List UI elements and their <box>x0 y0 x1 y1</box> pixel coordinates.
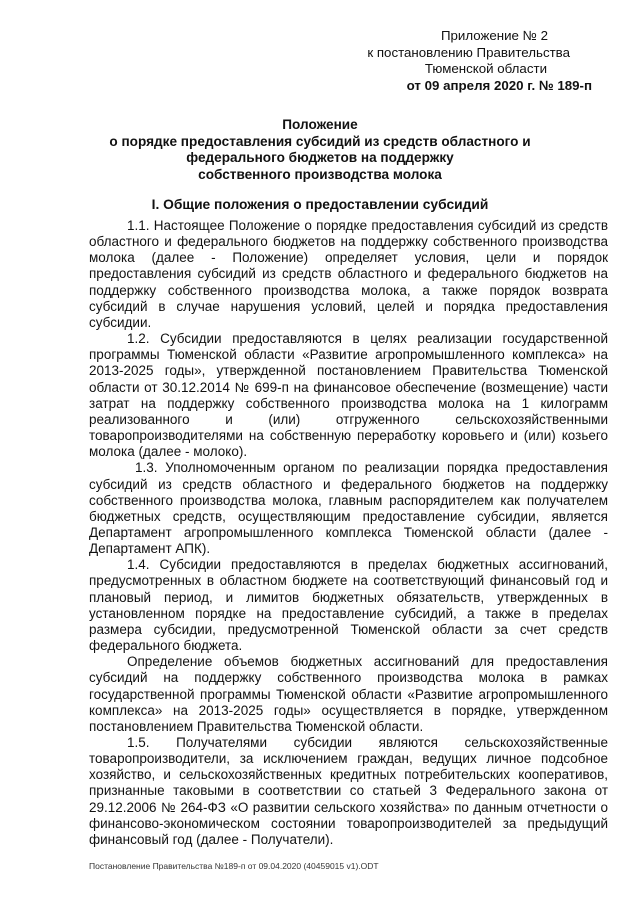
appendix-date: от 09 апреля 2020 г. № 189-п <box>406 77 592 93</box>
paragraph-1-4-cont: Определение объемов бюджетных ассигнований для предоставления субсидий на поддержку собственного производства молока в рамках государственной программы Тюменской области «Развитие агропромышленного комплекса» на 2013-2025 годы» осуществляется в порядке, утвержденном постановлением Правительства Тюменской области. <box>89 654 608 734</box>
title-line-3: федерального бюджетов на поддержку <box>186 150 454 166</box>
document-body <box>89 218 608 848</box>
paragraph-1-2: 1.2. Субсидии предоставляются в целях реализации государственной программы Тюменской области «Развитие агропромышленного комплекса» на 2013-2025 годы», утвержденной постановлением Правительства Тюменской области от 30.12.2014 № 699-п на финансовое обеспечение (возмещение) части затрат на поддержку собственного производства молока на 1 килограмм реализованного и (или) отгруженного сельскохозяйственными товаропроизводителями на собственную переработку коровьего и (или) козьего молока (далее - молоко). <box>89 331 608 460</box>
paragraph-1-5: 1.5. Получателями субсидии являются сельскохозяйственные товаропроизводители, за исключением граждан, ведущих личное подсобное хозяйство, и сельскохозяйственных кредитных потребительских кооперативов, признанные таковыми в соответствии со статьей 3 Федерального закона от 29.12.2006 № 264-ФЗ «О развитии сельского хозяйства» по данным отчетности о финансово-экономическом состоянии товаропроизводителей за предыдущий финансовый год (далее - Получатели). <box>89 735 608 847</box>
appendix-number: Приложение № 2 <box>440 28 548 43</box>
document-title <box>88 117 552 183</box>
paragraph-1-3: 1.3. Уполномоченным органом по реализации порядка предоставления субсидий из средств областного и федерального бюджетов на поддержку собственного производства молока, главным распорядителем как получателем бюджетных средств, осуществляющим предоставление субсидии, является Департамент агропромышленного комплекса Тюменской области (далее - Департамент АПК). <box>89 460 608 557</box>
title-line-4: собственного производства молока <box>198 166 442 182</box>
appendix-region: Тюменской области <box>424 61 547 76</box>
title-line-2: о порядке предоставления субсидий из средств областного и <box>109 133 531 149</box>
page-footer: Постановление Правительства №189-п от 09.04.2020 (40459015 v1).ODT <box>89 861 379 871</box>
paragraph-1-1: 1.1. Настоящее Положение о порядке предоставления субсидий из средств областного и федерального бюджетов на поддержку собственного производства молока (далее - Положение) определяет условия, цели и порядок предоставления субсидий из средств областного и федерального бюджетов на поддержку собственного производства молока, а также порядок возврата субсидий в случае нарушения условий, целей и порядка предоставления субсидии. <box>89 218 608 330</box>
title-line-1: Положение <box>282 117 358 132</box>
appendix-ref: к постановлению Правительства <box>367 44 570 60</box>
paragraph-1-4: 1.4. Субсидии предоставляются в пределах бюджетных ассигнований, предусмотренных в областном бюджете на соответствующий финансовый год и плановый период, и лимитов бюджетных обязательств, утвержденных в установленном порядке на предоставление субсидий, а также в пределах размера субсидии, предусмотренной Тюменской области за счет средств федерального бюджета. <box>89 557 608 654</box>
appendix-header <box>332 28 592 94</box>
section-heading: I. Общие положения о предоставлении субсидий <box>151 197 489 212</box>
